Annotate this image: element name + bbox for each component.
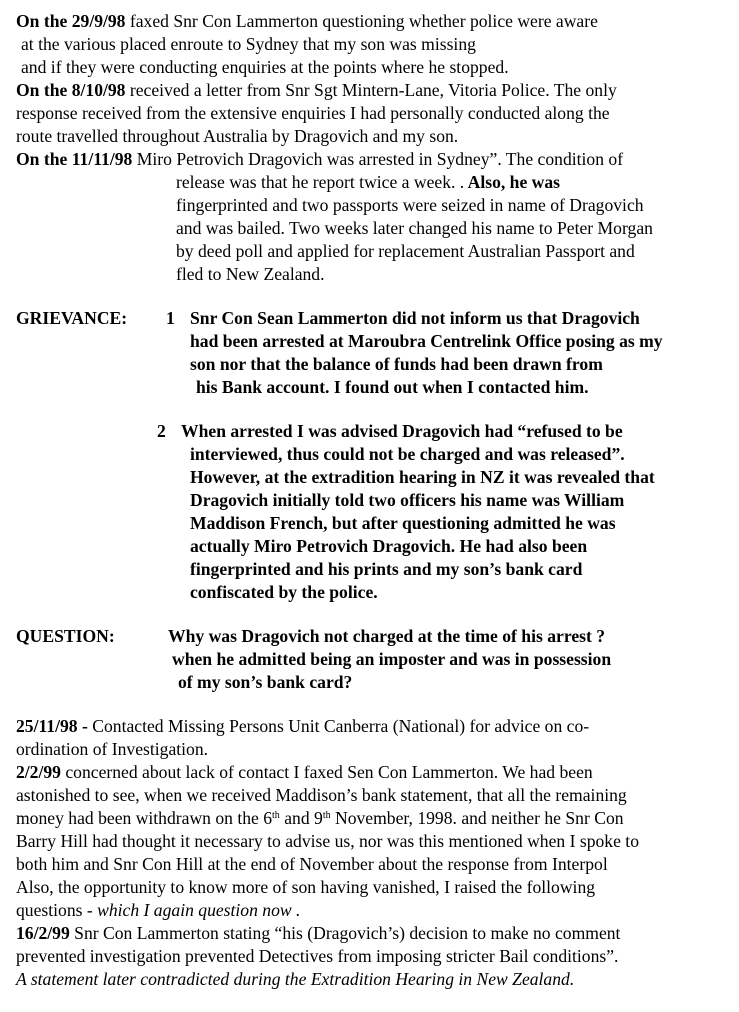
entry-text-bold: Also, he was (464, 172, 561, 192)
grievance-text: When arrested I was advised Dragovich had “refused to be (181, 421, 623, 441)
entry-text: at the various placed enroute to Sydney that my son was missing (21, 34, 476, 54)
grievance-label: GRIEVANCE: (16, 308, 128, 328)
entry-date: 2/2/99 (16, 762, 61, 782)
grievance-text: However, at the extradition hearing in NZ it was revealed that (190, 467, 655, 487)
entry-line (16, 148, 623, 171)
grievance-text: actually Miro Petrovich Dragovich. He had also been (190, 536, 588, 556)
entry-text: astonished to see, when we received Maddison’s bank statement, that all the remaining (16, 785, 627, 805)
grievance-text: Dragovich initially told two officers his name was William (190, 490, 625, 510)
grievance-text: son nor that the balance of funds had been drawn from (190, 354, 603, 374)
grievance-text: had been arrested at Maroubra Centrelink Office posing as my (190, 331, 663, 351)
entry-date: 16/2/99 (16, 923, 70, 943)
entry-line (16, 715, 589, 738)
entry-line (16, 922, 620, 945)
entry-date: On the 11/11/98 (16, 149, 133, 169)
question-label: QUESTION: (16, 626, 115, 646)
entry-text: November, 1998. and neither he Snr Con (330, 808, 624, 828)
grievance-text: confiscated by the police. (190, 582, 378, 602)
entry-text: concerned about lack of contact I faxed Sen Con Lammerton. We had been (60, 762, 593, 782)
entry-text: and if they were conducting enquiries at the points where he stopped. (21, 57, 509, 77)
entry-text: Contacted Missing Persons Unit Canberra (National) for advice on co- (87, 716, 590, 736)
entry-text: money had been withdrawn on the 6 (16, 808, 273, 828)
entry-text: response received from the extensive enquiries I had personally conducted along the (16, 103, 610, 123)
entry-text-italic: A statement later contradicted during the Extradition Hearing in New Zealand. (16, 969, 575, 989)
grievance-text: interviewed, thus could not be charged and was released”. (190, 444, 625, 464)
entry-text: ordination of Investigation. (16, 739, 209, 759)
grievance-text: fingerprinted and his prints and my son’s bank card (190, 559, 583, 579)
entry-text: by deed poll and applied for replacement Australian Passport and (176, 241, 635, 261)
grievance-text: Maddison French, but after questioning admitted he was (190, 513, 616, 533)
entry-text: received a letter from Snr Sgt Mintern-Lane, Vitoria Police. The only (125, 80, 617, 100)
question-text: of my son’s bank card? (178, 672, 353, 692)
entry-text: release was that he report twice a week. . (176, 172, 465, 192)
question-text: when he admitted being an imposter and was in possession (172, 649, 612, 669)
ordinal-suffix: th (322, 810, 331, 821)
grievance-text: his Bank account. I found out when I contacted him. (196, 377, 589, 397)
entry-text: fingerprinted and two passports were seized in name of Dragovich (176, 195, 644, 215)
entry-text: fled to New Zealand. (176, 264, 325, 284)
ordinal-suffix: th (272, 810, 280, 821)
entry-text: questions - (16, 900, 98, 920)
entry-text: faxed Snr Con Lammerton questioning whether police were aware (125, 11, 598, 31)
entry-text: Snr Con Lammerton stating “his (Dragovich’s) decision to make no comment (69, 923, 621, 943)
question-text: Why was Dragovich not charged at the time of his arrest ? (168, 626, 606, 646)
entry-line (16, 79, 617, 102)
entry-date: 25/11/98 - (16, 716, 88, 736)
entry-text: prevented investigation prevented Detectives from imposing stricter Bail conditions”. (16, 946, 619, 966)
entry-text: Barry Hill had thought it necessary to advise us, nor was this mentioned when I spoke to (16, 831, 639, 851)
entry-line (16, 899, 300, 922)
entry-text: and was bailed. Two weeks later changed his name to Peter Morgan (176, 218, 653, 238)
entry-date: On the 29/9/98 (16, 11, 126, 31)
entry-date: On the 8/10/98 (16, 80, 126, 100)
grievance-text: Snr Con Sean Lammerton did not inform us that Dragovich (190, 308, 640, 328)
entry-text: both him and Snr Con Hill at the end of November about the response from Interpol (16, 854, 608, 874)
entry-text-italic: which I again question now . (97, 900, 301, 920)
entry-text: route travelled throughout Australia by Dragovich and my son. (16, 126, 459, 146)
entry-text: Also, the opportunity to know more of son having vanished, I raised the following (16, 877, 596, 897)
grievance-number: 1 (166, 308, 175, 328)
entry-text: and 9 (279, 808, 323, 828)
entry-text: Miro Petrovich Dragovich was arrested in Sydney”. The condition of (132, 149, 624, 169)
grievance-number: 2 (157, 421, 166, 441)
entry-line (16, 10, 598, 33)
entry-line (16, 761, 593, 784)
entry-line (16, 807, 624, 830)
entry-line (176, 171, 560, 194)
